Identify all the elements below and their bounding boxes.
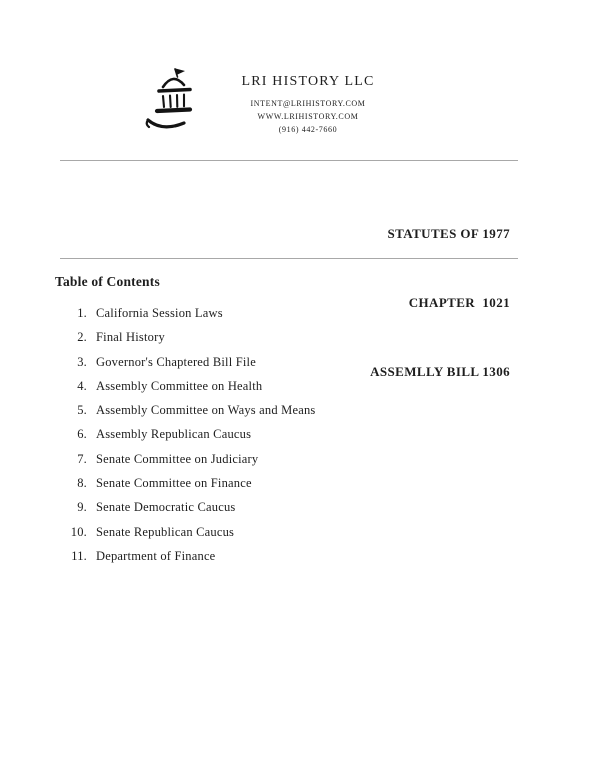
toc-item	[55, 500, 315, 524]
toc-item-label: Assembly Committee on Ways and Means	[96, 403, 316, 418]
toc-item-number: 9.	[77, 500, 87, 515]
toc-item-number: 10.	[70, 524, 87, 539]
toc-item	[55, 306, 315, 330]
toc-item-label: Senate Committee on Judiciary	[96, 451, 259, 466]
toc-item	[55, 379, 315, 403]
toc-item-label: Assembly Committee on Health	[96, 378, 263, 393]
toc-item-number: 11.	[71, 548, 87, 563]
toc-item-number: 6.	[77, 427, 87, 442]
statute-line-chapter: CHAPTER 1021	[408, 295, 510, 310]
statute-line-bill: ASSEMLLY BILL 1306	[370, 364, 510, 379]
toc-item	[55, 355, 315, 379]
toc-item-number: 7.	[77, 451, 87, 466]
toc-item-label: Final History	[96, 330, 165, 345]
toc-item-label: Assembly Republican Caucus	[96, 427, 252, 442]
statute-block	[370, 176, 510, 429]
toc-item-label: Senate Democratic Caucus	[96, 500, 236, 515]
toc-item-label: Senate Republican Caucus	[96, 524, 235, 539]
company-name: LRI HISTORY LLC	[241, 74, 375, 89]
statute-line-year: STATUTES OF 1977	[387, 226, 510, 241]
company-phone: (916) 442-7660	[278, 125, 338, 134]
toc-item-number: 2.	[77, 330, 87, 345]
toc-item	[55, 476, 315, 500]
capitol-dome-logo-icon	[138, 62, 208, 148]
company-email: INTENT@LRIHISTORY.COM	[250, 99, 366, 108]
toc-item	[55, 525, 315, 549]
toc-item	[55, 427, 315, 451]
toc-item	[55, 330, 315, 354]
toc-item-number: 4.	[77, 378, 87, 393]
toc-item-label: Senate Committee on Finance	[96, 476, 252, 491]
toc-item-number: 1.	[77, 306, 87, 320]
toc-item	[55, 403, 315, 427]
toc-item-label: Department of Finance	[96, 548, 216, 563]
company-website: WWW.LRIHISTORY.COM	[257, 112, 359, 121]
toc-item-number: 3.	[77, 354, 87, 369]
toc-item-label: California Session Laws	[96, 306, 223, 320]
toc-item-number: 8.	[77, 476, 87, 491]
toc-item	[55, 452, 315, 476]
letterhead	[218, 74, 398, 136]
divider-top	[60, 160, 518, 161]
toc-item-number: 5.	[77, 403, 87, 418]
toc-title: Table of Contents	[55, 274, 160, 289]
toc-item	[55, 549, 315, 573]
toc-list	[55, 306, 315, 573]
toc-item-label: Governor's Chaptered Bill File	[96, 354, 256, 369]
